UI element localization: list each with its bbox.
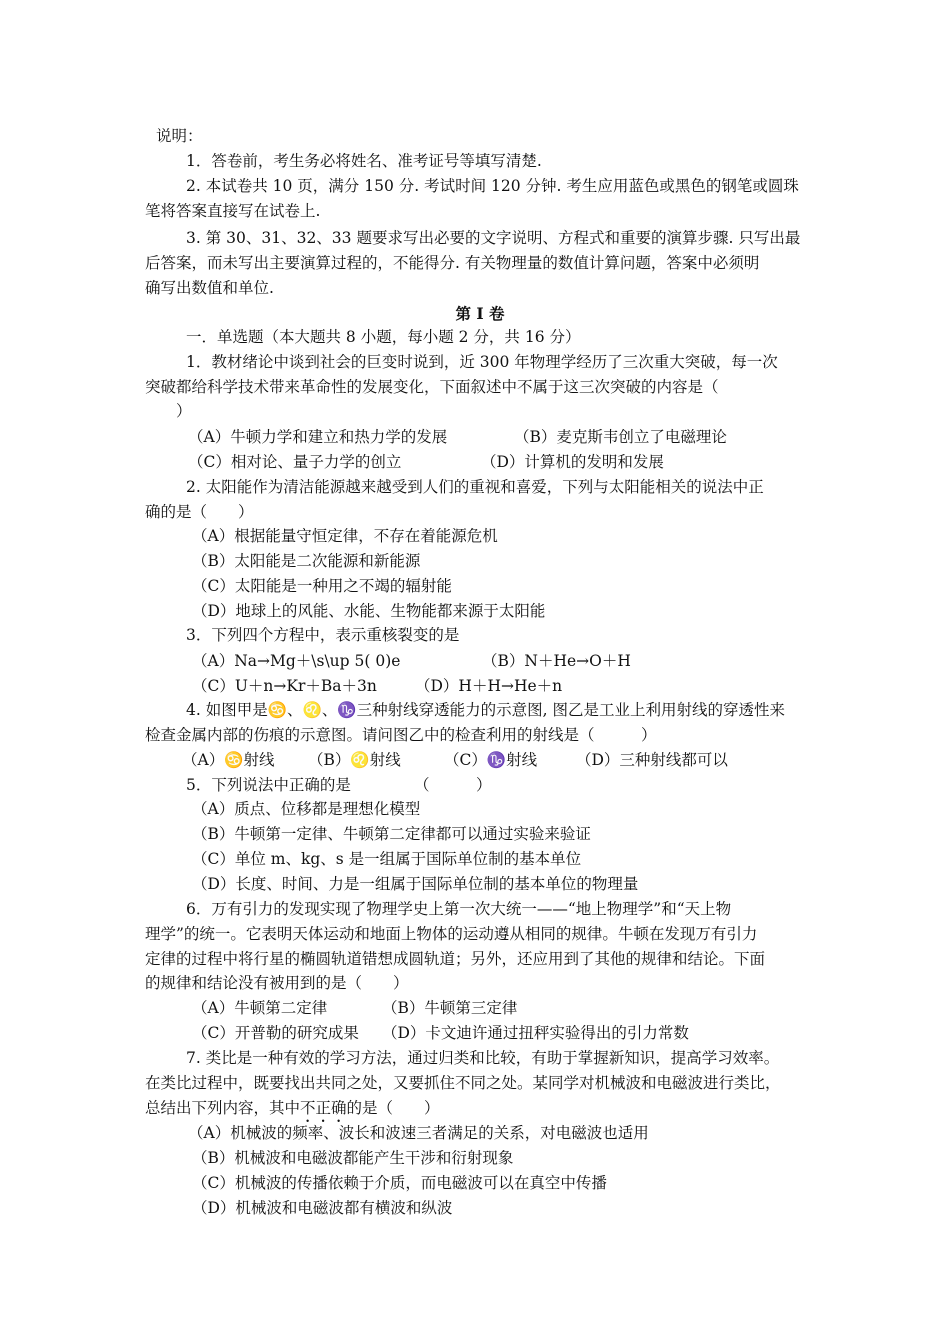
question-7-option-d: （D）机械波和电磁波都有横波和纵波 [192, 1199, 453, 1217]
question-7-line3 [145, 1096, 815, 1121]
option-b: （B）N＋He→O＋H [482, 652, 631, 670]
question-2-line2: 确的是（ ） [145, 503, 254, 521]
option-c: （C）U＋n→Kr＋Ba＋3n [192, 677, 377, 695]
instructions-heading: 说明： [156, 127, 203, 145]
question-7-stem-start: 总结出下列内容，其中 [145, 1099, 301, 1117]
instruction-item-2-line2: 笔将答案直接写在试卷上. [145, 202, 321, 220]
question-7-option-c: （C）机械波的传播依赖于介质，而电磁波可以在真空中传播 [192, 1174, 607, 1192]
section-title: 第 I 卷 [455, 304, 505, 323]
question-3-options-row2 [192, 674, 862, 699]
question-1-options-row1 [188, 425, 858, 450]
part1-heading: 一．单选题（本大题共 8 小题，每小题 2 分，共 16 分） [186, 328, 581, 346]
question-1-line2: 突破都给科学技术带来革命性的发展变化，下面叙述中不属于这三次突破的内容是（ [145, 378, 719, 396]
option-b: （B）麦克斯韦创立了电磁理论 [514, 428, 727, 446]
option-a: （A）Na→Mg＋\s\up 5( 0)e [192, 652, 401, 670]
question-6-line4: 的规律和结论没有被用到的是（ ） [145, 974, 409, 992]
question-6-options-row1 [192, 996, 862, 1021]
option-a: （A）♋射线 [182, 751, 275, 769]
option-b: （B）♌射线 [308, 751, 401, 769]
question-7-line1: 7. 类比是一种有效的学习方法，通过归类和比较，有助于掌握新知识，提高学习效率。 [186, 1049, 780, 1067]
option-d: （D）卡文迪许通过扭秤实验得出的引力常数 [382, 1024, 689, 1042]
option-c: （C）相对论、量子力学的创立 [188, 453, 402, 471]
question-7-option-a: （A）机械波的频率、波长和波速三者满足的关系，对电磁波也适用 [188, 1124, 649, 1142]
option-d: （D）计算机的发明和发展 [481, 453, 664, 471]
question-5-option-c: （C）单位 m、kg、s 是一组属于国际单位制的基本单位 [192, 850, 582, 868]
instruction-item-3-line2: 后答案，而未写出主要演算过程的，不能得分. 有关物理量的数值计算问题，答案中必须明 [145, 254, 760, 272]
option-d: （D）H＋H→He＋n [415, 677, 563, 695]
option-d: （D）三种射线都可以 [576, 751, 728, 769]
question-1-line3: ） [176, 402, 192, 420]
question-4-line2: 检查金属内部的伤痕的示意图。请问图乙中的检查利用的射线是（ ） [145, 726, 657, 744]
question-3-options-row1 [192, 649, 862, 674]
question-7-line2: 在类比过程中，既要找出共同之处，又要抓住不同之处。某同学对机械波和电磁波进行类比， [145, 1074, 781, 1092]
question-3-line1: 3．下列四个方程中，表示重核裂变的是 [186, 626, 460, 644]
question-2-option-d: （D）地球上的风能、水能、生物能都来源于太阳能 [192, 602, 546, 620]
question-5-line1 [186, 773, 856, 798]
option-b: （B）牛顿第三定律 [382, 999, 518, 1017]
instruction-item-2-line1: 2. 本试卷共 10 页，满分 150 分. 考试时间 120 分钟. 考生应用蓝色或黑色的钢笔或圆珠 [186, 177, 799, 195]
option-a: （A）牛顿力学和建立和热力学的发展 [188, 428, 448, 446]
question-5-option-a: （A）质点、位移都是理想化模型 [192, 800, 421, 818]
question-1-line1: 1．教材绪论中谈到社会的巨变时说到，近 300 年物理学经历了三次重大突破，每一次 [186, 353, 778, 371]
question-2-option-a: （A）根据能量守恒定律，不存在着能源危机 [192, 527, 498, 545]
question-5-stem: 5．下列说法中正确的是 [186, 776, 351, 794]
instruction-item-3-line3: 确写出数值和单位. [145, 279, 274, 297]
question-2-line1: 2. 太阳能作为清洁能源越来越受到人们的重视和喜爱，下列与太阳能相关的说法中正 [186, 478, 764, 496]
question-4-line1: 4. 如图甲是♋、♌、♑三种射线穿透能力的示意图, 图乙是工业上利用射线的穿透性来 [186, 701, 785, 719]
question-5-option-b: （B）牛顿第一定律、牛顿第二定律都可以通过实验来验证 [192, 825, 591, 843]
question-7-option-b: （B）机械波和电磁波都能产生干涉和衍射现象 [192, 1149, 514, 1167]
question-6-line3: 定律的过程中将行星的椭圆轨道错想成圆轨道；另外，还应用到了其他的规律和结论。下面 [145, 950, 766, 968]
emphasized-not-correct: 不正确 [300, 1099, 347, 1117]
option-c: （C）♑射线 [444, 751, 538, 769]
question-7-stem-end: 的是（ ） [346, 1099, 440, 1117]
question-4-options [182, 748, 852, 773]
question-2-option-b: （B）太阳能是二次能源和新能源 [192, 552, 421, 570]
question-5-answer-blank: （ ） [414, 776, 492, 794]
question-2-option-c: （C）太阳能是一种用之不竭的辐射能 [192, 577, 452, 595]
option-a: （A）牛顿第二定律 [192, 999, 328, 1017]
instruction-item-1: 1．答卷前，考生务必将姓名、准考证号等填写清楚. [186, 152, 542, 170]
question-6-line1: 6．万有引力的发现实现了物理学史上第一次大统一——“地上物理学”和“天上物 [186, 900, 732, 918]
question-1-options-row2 [188, 450, 858, 475]
instruction-item-3-line1: 3. 第 30、31、32、33 题要求写出必要的文字说明、方程式和重要的演算步骤. 只写出最 [186, 229, 801, 247]
option-c: （C）开普勒的研究成果 [192, 1024, 359, 1042]
question-6-line2: 理学”的统一。它表明天体运动和地面上物体的运动遵从相同的规律。牛顿在发现万有引力 [145, 925, 758, 943]
question-5-option-d: （D）长度、时间、力是一组属于国际单位制的基本单位的物理量 [192, 875, 639, 893]
question-6-options-row2 [192, 1021, 862, 1046]
